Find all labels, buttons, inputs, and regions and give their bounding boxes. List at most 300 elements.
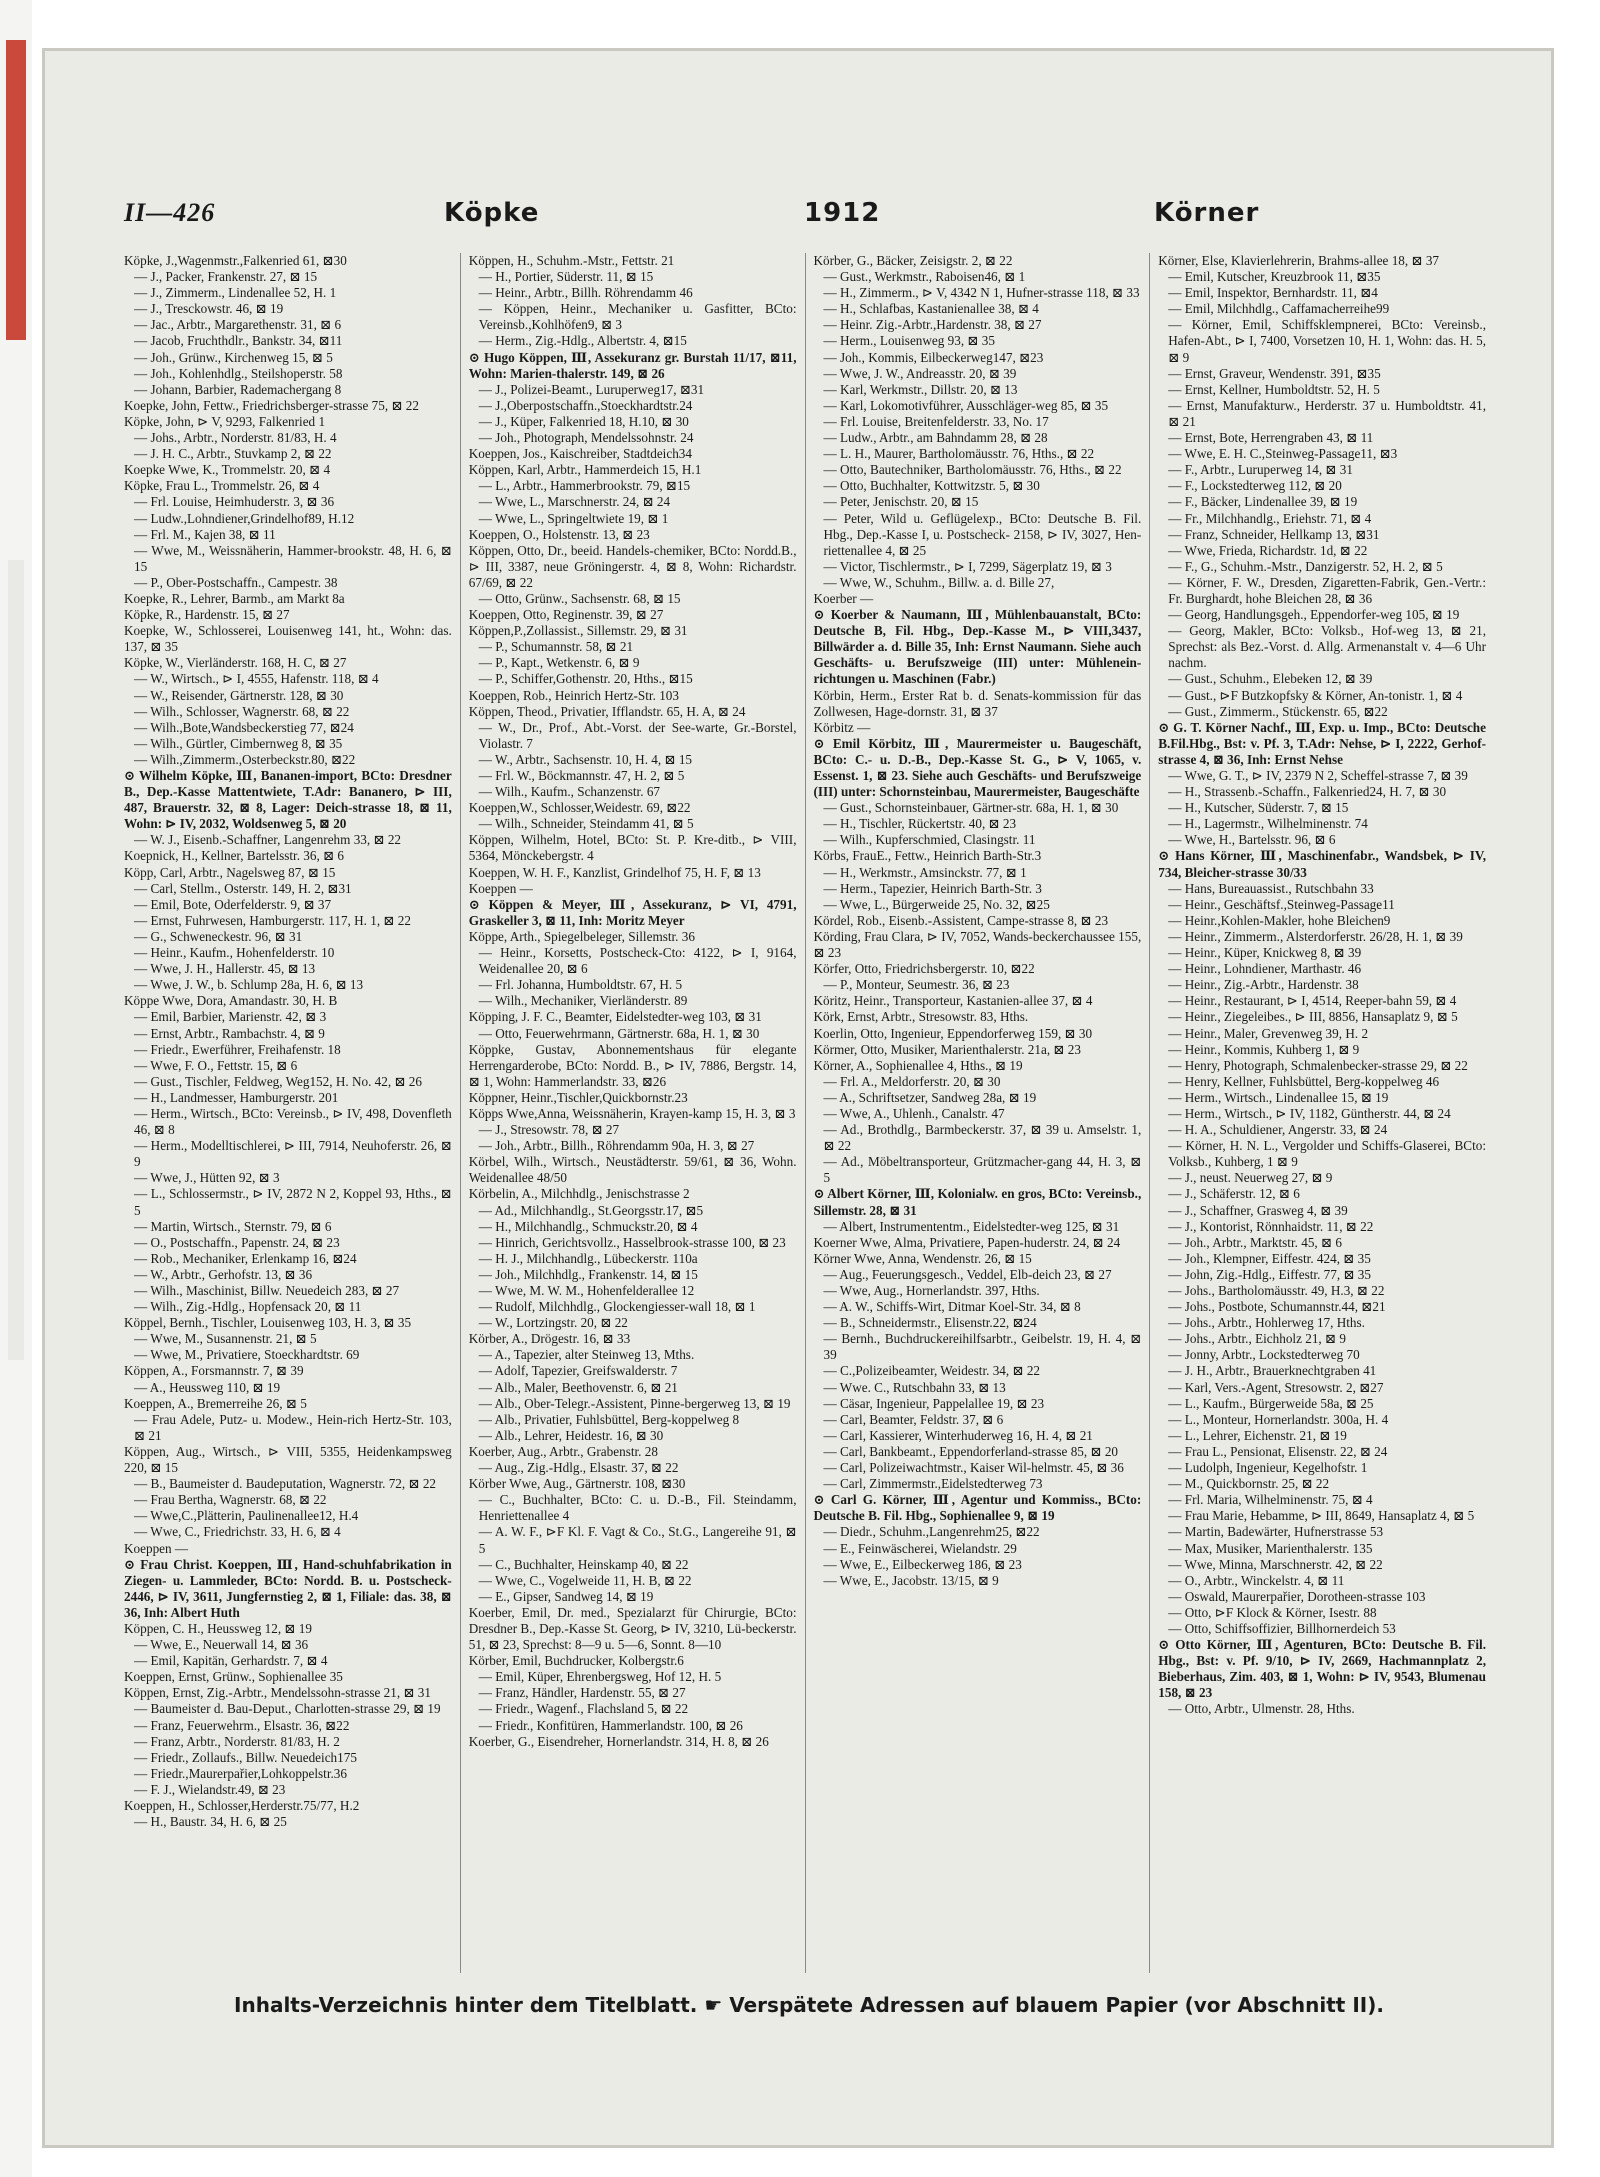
directory-entry: — Ad., Brothdlg., Barmbeckerstr. 37, ⊠ 39 u. Amselstr. 1, ⊠ 22 xyxy=(823,1122,1142,1154)
directory-entry: — Rudolf, Milchhdlg., Glockengiesser-wall 18, ⊠ 1 xyxy=(478,1299,756,1315)
directory-entry: Köpke, J.,Wagenmstr.,Falkenried 61, ⊠30 xyxy=(124,253,347,268)
directory-entry: — Franz, Feuerwehrm., Elsastr. 36, ⊠22 xyxy=(134,1717,350,1733)
column-3 xyxy=(805,253,1150,1973)
directory-entry: — Victor, Tischlermstr., ⊳ I, 7299, Sägerplatz 19, ⊠ 3 xyxy=(823,558,1112,574)
directory-entry: Koepke, R., Lehrer, Barmb., am Markt 8a xyxy=(124,590,345,606)
page-content xyxy=(124,143,1494,2123)
directory-entry: Köppen, A., Forsmannstr. 7, ⊠ 39 xyxy=(124,1363,304,1379)
directory-entry: — Joh., Milchhdlg., Frankenstr. 14, ⊠ 15 xyxy=(478,1266,698,1282)
directory-entry: — O., Arbtr., Winckelstr. 4, ⊠ 11 xyxy=(1168,1572,1345,1588)
directory-entry: — Hinrich, Gerichtsvollz., Hasselbrook-strasse 100, ⊠ 23 xyxy=(478,1234,786,1250)
directory-entry: — Heinr., Restaurant, ⊳ I, 4514, Reeper-bahn 59, ⊠ 4 xyxy=(1168,993,1457,1009)
directory-entry: — H., Milchhandlg., Schmuckstr.20, ⊠ 4 xyxy=(478,1218,698,1234)
directory-entry: — Wwe, L., Springeltwiete 19, ⊠ 1 xyxy=(478,510,669,526)
directory-entry: — A., Schriftsetzer, Sandweg 28a, ⊠ 19 xyxy=(823,1089,1037,1105)
directory-entry: — Otto, Buchhalter, Kottwitzstr. 5, ⊠ 30 xyxy=(823,478,1040,494)
page-number: II—426 xyxy=(124,198,216,227)
directory-entry: — Emil, Kutscher, Kreuzbrook 11, ⊠35 xyxy=(1168,269,1381,285)
directory-entry: Koerber, G., Eisendreher, Hornerlandstr. 314, H. 8, ⊠ 26 xyxy=(468,1733,769,1749)
directory-entry: Körbelin, A., Milchhdlg., Jenischstrasse 2 xyxy=(468,1186,690,1202)
directory-entry: — P., Monteur, Seumestr. 36, ⊠ 23 xyxy=(823,977,1010,993)
directory-entry: — Wilh., Gürtler, Cimbernweg 8, ⊠ 35 xyxy=(134,735,343,751)
directory-entry: — Wwe, Minna, Marschnerstr. 42, ⊠ 22 xyxy=(1168,1556,1383,1572)
directory-entry: — Ernst, Graveur, Wendenstr. 391, ⊠35 xyxy=(1168,365,1381,381)
directory-entry: Körfer, Otto, Friedrichsbergerstr. 10, ⊠22 xyxy=(813,961,1035,977)
directory-entry: Köpke, John, ⊳ V, 9293, Falkenried 1 xyxy=(124,413,326,429)
directory-entry: — Emil, Küper, Ehrenbergsweg, Hof 12, H. 5 xyxy=(478,1669,722,1685)
directory-entry: — Gust., Werkmstr., Raboisen46, ⊠ 1 xyxy=(823,269,1026,285)
directory-entry: — F., Bäcker, Lindenallee 39, ⊠ 19 xyxy=(1168,494,1358,510)
directory-entry: — Heinr., Kommis, Kuhberg 1, ⊠ 9 xyxy=(1168,1041,1360,1057)
directory-entry: ⊙ G. T. Körner Nachf., Ⅲ, Exp. u. Imp., BCto: Deutsche B.Fil.Hbg., Bst: v. Pf. 3, T.Adr: Nehse, ⊳ I, 2222, Gerhof-strasse 4, ⊠ 36, Inh: Ernst Nehse xyxy=(1158,719,1486,767)
directory-entry: — Frau Marie, Hebamme, ⊳ III, 8649, Hansaplatz 4, ⊠ 5 xyxy=(1168,1508,1475,1524)
directory-entry: Köpping, J. F. C., Beamter, Eidelstedter-weg 103, ⊠ 31 xyxy=(468,1009,762,1025)
directory-entry: Kördel, Rob., Eisenb.-Assistent, Campe-strasse 8, ⊠ 23 xyxy=(813,912,1109,928)
directory-entry: Köppe, Arth., Spiegelbeleger, Sillemstr. 36 xyxy=(468,928,695,944)
directory-entry: — Wwe, C., Friedrichstr. 33, H. 6, ⊠ 4 xyxy=(134,1524,341,1540)
directory-entry: Körber, G., Bäcker, Zeisigstr. 2, ⊠ 22 xyxy=(813,253,1013,268)
directory-entry: — P., Schumannstr. 58, ⊠ 21 xyxy=(478,639,634,655)
directory-entry: — Heinr., Korsetts, Postscheck-Cto: 4122, ⊳ I, 9164, Weidenallee 20, ⊠ 6 xyxy=(478,945,797,977)
directory-entry: — Carl, Bankbeamt., Eppendorferland-strasse 85, ⊠ 20 xyxy=(823,1443,1119,1459)
directory-entry: — Ludw., Arbtr., am Bahndamm 28, ⊠ 28 xyxy=(823,430,1048,446)
directory-entry: Köppen, Ernst, Zig.-Arbtr., Mendelssohn-strasse 21, ⊠ 31 xyxy=(124,1685,431,1701)
directory-entry: — Johs., Arbtr., Hohlerweg 17, Hths. xyxy=(1168,1315,1365,1331)
binding-text-area xyxy=(8,560,24,1360)
directory-entry: — Otto, Bautechniker, Bartholomäusstr. 76, Hths., ⊠ 22 xyxy=(823,462,1122,478)
directory-entry: — L. H., Maurer, Bartholomäusstr. 76, Hths., ⊠ 22 xyxy=(823,446,1095,462)
directory-entry: ⊙ Hans Körner, Ⅲ, Maschinenfabr., Wandsbek, ⊳ IV, 734, Bleicher-strasse 30/33 xyxy=(1158,848,1486,880)
directory-entry: — Wilh., Mechaniker, Vierländerstr. 89 xyxy=(478,993,688,1009)
directory-entry: — Johs., Arbtr., Eichholz 21, ⊠ 9 xyxy=(1168,1331,1346,1347)
directory-entry: Köppen, C. H., Heussweg 12, ⊠ 19 xyxy=(124,1620,312,1636)
directory-entry: — Wwe, J., Hütten 92, ⊠ 3 xyxy=(134,1170,280,1186)
directory-entry: Koerber, Emil, Dr. med., Spezialarzt für Chirurgie, BCto: Dresdner B., Dep.-Kasse St. Georg, ⊳ IV, 3210, Lü-beckerstr. 51, ⊠ 23, Sprechst: 8—9 u. 5—6, Sonnt. 8—10 xyxy=(468,1604,797,1653)
directory-entry: — J., Schäferstr. 12, ⊠ 6 xyxy=(1168,1186,1300,1202)
directory-entry: — Franz, Schneider, Hellkamp 13, ⊠31 xyxy=(1168,526,1380,542)
directory-entry: — Wilh.,Bote,Wandsbeckerstieg 77, ⊠24 xyxy=(134,719,354,735)
directory-entry: — Emil, Milchhdlg., Caffamacherreihe99 xyxy=(1168,301,1390,317)
directory-entry: Körbs, FrauE., Fettw., Heinrich Barth-Str.3 xyxy=(813,848,1042,864)
directory-entry: — Diedr., Schuhm.,Langenrehm25, ⊠22 xyxy=(823,1524,1040,1540)
directory-entry: — Carl, Beamter, Feldstr. 37, ⊠ 6 xyxy=(823,1411,1004,1427)
directory-entry: — Wwe, E., Neuerwall 14, ⊠ 36 xyxy=(134,1637,309,1653)
directory-entry: Koepke, W., Schlosserei, Louisenweg 141, ht., Wohn: das. 137, ⊠ 35 xyxy=(124,623,452,655)
directory-entry: Körbel, Wilh., Wirtsch., Neustädterstr. 59/61, ⊠ 36, Wohn. Weidenallee 48/50 xyxy=(468,1154,797,1186)
directory-entry: — Wilh., Maschinist, Billw. Neuedeich 283, ⊠ 27 xyxy=(134,1283,400,1298)
directory-entry: — Ernst, Kellner, Humboldtstr. 52, H. 5 xyxy=(1168,381,1380,397)
directory-entry: — Otto, Grünw., Sachsenstr. 68, ⊠ 15 xyxy=(478,590,681,606)
directory-entry: — Wwe, L., Marschnerstr. 24, ⊠ 24 xyxy=(478,494,671,510)
column-4 xyxy=(1149,253,1494,1973)
directory-entry: Koepnick, H., Kellner, Bartelsstr. 36, ⊠ 6 xyxy=(124,848,345,864)
directory-entry: — Joh., Arbtr., Marktstr. 45, ⊠ 6 xyxy=(1168,1234,1342,1250)
directory-entry: — J.,Oberpostschaffn.,Stoeckhardtstr.24 xyxy=(478,397,693,413)
directory-entry: — Wwe, E. H. C.,Steinweg-Passage11, ⊠3 xyxy=(1168,446,1398,462)
directory-entry: ⊙ Frau Christ. Koeppen, Ⅲ, Hand-schuhfabrikation in Ziegen- u. Lammleder, BCto: Nordd. B. u. Postscheck- 2446, ⊳ IV, 3611, Jungfernstieg 2, ⊠ 1, Filiale: das. 38, ⊠ 36, Inh: Albert Huth xyxy=(124,1556,452,1620)
directory-entry: — B., Schneidermstr., Elisenstr.22, ⊠24 xyxy=(823,1315,1037,1331)
directory-entry: Körding, Frau Clara, ⊳ IV, 7052, Wands-beckerchaussee 155, ⊠ 23 xyxy=(813,928,1142,961)
directory-entry: Koerber, Aug., Arbtr., Grabenstr. 28 xyxy=(468,1443,658,1459)
directory-entry: — Heinr., Geschäftsf.,Steinweg-Passage11 xyxy=(1168,896,1395,912)
header-left-word: Köpke xyxy=(444,198,540,228)
header-right-word: Körner xyxy=(1154,198,1260,228)
directory-entry: — Rob., Mechaniker, Erlenkamp 16, ⊠24 xyxy=(134,1250,357,1266)
directory-entry: Köppe Wwe, Dora, Amandastr. 30, H. B xyxy=(124,993,338,1009)
directory-entry: ⊙ Wilhelm Köpke, Ⅲ, Bananen-import, BCto: Dresdner B., Dep.-Kasse Mattentwiete, T.Adr: Bananero, ⊳ III, 487, Brauerstr. 32, ⊠ 8, Lager: Deich-strasse 18, ⊠ 11, Wohn: ⊳ IV, 2032, Woldsenweg 5, ⊠ 20 xyxy=(124,768,452,832)
directory-entry: — Heinr., Zimmerm., Alsterdorferstr. 26/28, H. 1, ⊠ 39 xyxy=(1168,928,1463,944)
directory-entry: — J., Schaffner, Grasweg 4, ⊠ 39 xyxy=(1168,1202,1348,1218)
directory-entry: Koeppen, Otto, Reginenstr. 39, ⊠ 27 xyxy=(468,607,664,623)
directory-entry: — Wwe, G. T., ⊳ IV, 2379 N 2, Scheffel-strasse 7, ⊠ 39 xyxy=(1168,768,1468,783)
directory-entry: — P., Schiffer,Gothenstr. 20, Hths., ⊠15 xyxy=(478,671,693,687)
directory-entry: — Heinr., Lohndiener, Marthastr. 46 xyxy=(1168,961,1362,977)
directory-entry: ⊙ Köppen & Meyer, Ⅲ, Assekuranz, ⊳ VI, 4791, Graskeller 3, ⊠ 11, Inh: Moritz Meyer xyxy=(468,896,797,928)
directory-page xyxy=(42,48,1554,2148)
directory-entry: — Wwe, J. H., Hallerstr. 45, ⊠ 13 xyxy=(134,961,316,977)
directory-entry: Koeppen, O., Holstenstr. 13, ⊠ 23 xyxy=(468,526,650,542)
directory-entry: — Herm., Modelltischlerei, ⊳ III, 7914, Neuhoferstr. 26, ⊠ 9 xyxy=(134,1138,452,1170)
directory-entry: — B., Baumeister d. Baudeputation, Wagnerstr. 72, ⊠ 22 xyxy=(134,1476,437,1492)
page-footer: Inhalts-Verzeichnis hinter dem Titelblatt. ☛ Verspätete Adressen auf blauem Papier (vor Abschnitt II). xyxy=(234,1993,1384,2017)
directory-entry: — Frl. W., Böckmannstr. 47, H. 2, ⊠ 5 xyxy=(478,768,685,783)
directory-entry: — Georg, Makler, BCto: Volksb., Hof-weg 13, ⊠ 21, Sprechst: als Bez.-Vorst. d. Allg. Armenanstalt v. 4—6 Uhr nachm. xyxy=(1168,623,1486,671)
page-header xyxy=(124,198,1494,238)
directory-entry: — Hans, Bureauassist., Rutschbahn 33 xyxy=(1168,880,1374,896)
directory-entry: — J., Packer, Frankenstr. 27, ⊠ 15 xyxy=(134,269,318,285)
directory-entry: — Friedr., Ewerführer, Freihafenstr. 18 xyxy=(134,1041,341,1057)
directory-entry: — Wwe, J. W., b. Schlump 28a, H. 6, ⊠ 13 xyxy=(134,977,364,993)
directory-entry: — Heinr., Maler, Grevenweg 39, H. 2 xyxy=(1168,1025,1369,1041)
directory-entry: — Otto, Schiffsoffizier, Billhornerdeich 53 xyxy=(1168,1620,1396,1636)
directory-entry: — Wilh., Schlosser, Wagnerstr. 68, ⊠ 22 xyxy=(134,703,350,719)
directory-entry: Köritz, Heinr., Transporteur, Kastanien-allee 37, ⊠ 4 xyxy=(813,993,1093,1009)
directory-entry: — Joh., Klempner, Eiffestr. 424, ⊠ 35 xyxy=(1168,1250,1371,1266)
header-year: 1912 xyxy=(804,198,881,228)
directory-entry: — G., Schweneckestr. 96, ⊠ 31 xyxy=(134,928,303,944)
directory-entry: Köppen, Theod., Privatier, Ifflandstr. 65, H. A, ⊠ 24 xyxy=(468,703,746,719)
directory-entry: — Frl. Louise, Heimhuderstr. 3, ⊠ 36 xyxy=(134,494,335,510)
directory-entry: — Georg, Handlungsgeh., Eppendorfer-weg 105, ⊠ 19 xyxy=(1168,607,1460,623)
directory-entry: — Wwe, E., Jacobstr. 13/15, ⊠ 9 xyxy=(823,1572,999,1588)
directory-entry: — Herm., Wirtsch., BCto: Vereinsb., ⊳ IV, 498, Dovenfleth 46, ⊠ 8 xyxy=(134,1105,452,1138)
directory-entry: — Heinr., Arbtr., Billh. Röhrendamm 46 xyxy=(478,285,693,301)
directory-entry: — L., Arbtr., Hammerbrookstr. 79, ⊠15 xyxy=(478,478,691,494)
directory-entry: — Johs., Postbote, Schumannstr.44, ⊠21 xyxy=(1168,1299,1386,1315)
directory-entry: — Wilh., Zig.-Hdlg., Hopfensack 20, ⊠ 11 xyxy=(134,1299,362,1315)
directory-entry: — Wilh., Schneider, Steindamm 41, ⊠ 5 xyxy=(478,816,694,832)
directory-entry: — Carl, Zimmermstr.,Eidelstedterweg 73 xyxy=(823,1476,1043,1492)
directory-entry: — W., Lortzingstr. 20, ⊠ 22 xyxy=(478,1315,628,1331)
directory-entry: Koeppen, Ernst, Grünw., Sophienallee 35 xyxy=(124,1669,343,1685)
directory-entry: Körk, Ernst, Arbtr., Stresowstr. 83, Hths. xyxy=(813,1009,1029,1025)
directory-entry: — H., Baustr. 34, H. 6, ⊠ 25 xyxy=(134,1814,287,1830)
directory-entry: — Heinr. Zig.-Arbtr.,Hardenstr. 38, ⊠ 27 xyxy=(823,317,1042,333)
directory-entry: — H., Lagermstr., Wilhelminenstr. 74 xyxy=(1168,816,1368,832)
directory-entry: — Friedr.,Maurerpařier,Lohkoppelstr.36 xyxy=(134,1765,347,1781)
directory-entry: — Friedr., Zollaufs., Billw. Neuedeich175 xyxy=(134,1749,357,1765)
directory-entry: — W., Wirtsch., ⊳ I, 4555, Hafenstr. 118, ⊠ 4 xyxy=(134,671,379,687)
directory-entry: — Wwe. C., Rutschbahn 33, ⊠ 13 xyxy=(823,1379,1006,1395)
directory-entry: — J. H., Arbtr., Brauerknechtgraben 41 xyxy=(1168,1363,1377,1379)
directory-entry: — Franz, Arbtr., Norderstr. 81/83, H. 2 xyxy=(134,1733,340,1749)
directory-entry: — Friedr., Konfitüren, Hammerlandstr. 100, ⊠ 26 xyxy=(478,1717,743,1733)
directory-entry: — Wwe, A., Uhlenh., Canalstr. 47 xyxy=(823,1105,1005,1121)
directory-entry: — Carl, Stellm., Osterstr. 149, H. 2, ⊠31 xyxy=(134,880,352,896)
directory-entry: — Frau Bertha, Wagnerstr. 68, ⊠ 22 xyxy=(134,1492,327,1508)
directory-entry: — Wwe, Frieda, Richardstr. 1d, ⊠ 22 xyxy=(1168,542,1368,558)
directory-entry: — Wwe,C.,Plätterin, Paulinenallee12, H.4 xyxy=(134,1508,359,1524)
directory-entry: — Oswald, Maurerpařier, Dorotheen-strasse 103 xyxy=(1168,1588,1426,1604)
directory-entry: — Jac., Arbtr., Margarethenstr. 31, ⊠ 6 xyxy=(134,317,342,333)
directory-entry: — Alb., Ober-Telegr.-Assistent, Pinne-bergerweg 13, ⊠ 19 xyxy=(478,1395,791,1411)
directory-entry: — L., Monteur, Hornerlandstr. 300a, H. 4 xyxy=(1168,1411,1389,1427)
column-2 xyxy=(460,253,805,1973)
directory-entry: — Wwe, M., Weissnäherin, Hammer-brookstr. 48, H. 6, ⊠ 15 xyxy=(134,542,452,574)
directory-entry: Koepke, John, Fettw., Friedrichsberger-strasse 75, ⊠ 22 xyxy=(124,397,419,413)
directory-entry: — Ad., Milchhandlg., St.Georgsstr.17, ⊠5 xyxy=(478,1202,704,1218)
directory-entry: Köpke, R., Hardenstr. 15, ⊠ 27 xyxy=(124,607,290,623)
directory-entry: — Henry, Photograph, Schmalenbecker-strasse 29, ⊠ 22 xyxy=(1168,1057,1468,1073)
directory-entry: — Köppen, Heinr., Mechaniker u. Gasfitter, BCto: Vereinsb.,Kohlhöfen9, ⊠ 3 xyxy=(478,301,797,333)
directory-entry: — Ludolph, Ingenieur, Kegelhofstr. 1 xyxy=(1168,1460,1368,1476)
directory-entry: — Wilh., Kupferschmied, Clasingstr. 11 xyxy=(823,832,1036,848)
directory-entry: — Herm., Tapezier, Heinrich Barth-Str. 3 xyxy=(823,880,1042,896)
directory-entry: — Albert, Instrumententm., Eidelstedter-weg 125, ⊠ 31 xyxy=(823,1218,1120,1234)
directory-entry: — Joh., Kommis, Eilbeckerweg147, ⊠23 xyxy=(823,349,1044,365)
directory-entry: Körner, A., Sophienallee 4, Hths., ⊠ 19 xyxy=(813,1057,1023,1073)
directory-entry: — Heinr., Zig.-Arbtr., Hardenstr. 38 xyxy=(1168,977,1359,993)
directory-entry: — H., Tischler, Rückertstr. 40, ⊠ 23 xyxy=(823,816,1017,832)
directory-entry: — H. A., Schuldiener, Angerstr. 33, ⊠ 24 xyxy=(1168,1122,1388,1138)
directory-entry: — Joh., Kohlenhdlg., Steilshoperstr. 58 xyxy=(134,365,343,381)
directory-entry: Köppen, Aug., Wirtsch., ⊳ VIII, 5355, Heidenkampsweg 220, ⊠ 15 xyxy=(124,1443,452,1476)
directory-entry: Köpps Wwe,Anna, Weissnäherin, Krayen-kamp 15, H. 3, ⊠ 3 xyxy=(468,1105,796,1121)
directory-entry: — Körner, Emil, Schiffsklempnerei, BCto: Vereinsb., Hafen-Abt., ⊳ I, 7400, Vorsetzen 10, H. 1, Wohn: das. H. 5, ⊠ 9 xyxy=(1168,317,1486,365)
directory-entry: — Wwe, M., Susannenstr. 21, ⊠ 5 xyxy=(134,1331,317,1347)
directory-entry: — Peter, Jenischstr. 20, ⊠ 15 xyxy=(823,494,979,510)
directory-entry: Körmer, Otto, Musiker, Marienthalerstr. 21a, ⊠ 23 xyxy=(813,1041,1081,1057)
directory-entry: — H., Werkmstr., Amsinckstr. 77, ⊠ 1 xyxy=(823,864,1027,880)
directory-entry: — J., Zimmerm., Lindenallee 52, H. 1 xyxy=(134,285,337,301)
directory-entry: — L., Schlossermstr., ⊳ IV, 2872 N 2, Koppel 93, Hths., ⊠ 5 xyxy=(134,1186,452,1218)
directory-entry: — P., Kapt., Wetkenstr. 6, ⊠ 9 xyxy=(478,655,640,671)
directory-entry: Köpp, Carl, Arbtr., Nagelsweg 87, ⊠ 15 xyxy=(124,864,336,880)
directory-entry: — Körner, F. W., Dresden, Zigaretten-Fabrik, Gen.-Vertr.: Fr. Burghardt, hohe Bleichen 28, ⊠ 36 xyxy=(1168,574,1486,606)
directory-entry: — Ludw.,Lohndiener,Grindelhof89, H.12 xyxy=(134,510,355,526)
directory-entry: Koeppen, Jos., Kaischreiber, Stadtdeich34 xyxy=(468,446,692,462)
directory-entry: — Gust., Schornsteinbauer, Gärtner-str. 68a, H. 1, ⊠ 30 xyxy=(823,800,1119,816)
directory-entry: Köppen,P.,Zollassist., Sillemstr. 29, ⊠ 31 xyxy=(468,623,688,639)
directory-entry: Köppen, H., Schuhm.-Mstr., Fettstr. 21 xyxy=(468,253,675,268)
directory-entry: — C.,Polizeibeamter, Weidestr. 34, ⊠ 22 xyxy=(823,1363,1041,1379)
directory-entry: Koeppen, A., Bremerreihe 26, ⊠ 5 xyxy=(124,1395,307,1411)
directory-entry: ⊙ Carl G. Körner, Ⅲ, Agentur und Kommiss., BCto: Deutsche B. Fil. Hbg., Sophienallee 9, ⊠ 19 xyxy=(813,1492,1142,1524)
directory-entry: — Aug., Zig.-Hdlg., Elsastr. 37, ⊠ 22 xyxy=(478,1460,679,1476)
directory-entry: Koeppen,W., Schlosser,Weidestr. 69, ⊠22 xyxy=(468,800,691,816)
directory-entry: Koeppen, W. H. F., Kanzlist, Grindelhof 75, H. F, ⊠ 13 xyxy=(468,864,761,880)
directory-entry: — Heinr., Ziegeleibes., ⊳ III, 8856, Hansaplatz 9, ⊠ 5 xyxy=(1168,1009,1458,1025)
directory-entry: Körber, Emil, Buchdrucker, Kolbergstr.6 xyxy=(468,1653,684,1669)
directory-entry: — P., Ober-Postschaffn., Campestr. 38 xyxy=(134,574,338,590)
directory-entry: — Heinr., Küper, Knickweg 8, ⊠ 39 xyxy=(1168,945,1362,961)
directory-entry: — Wwe, L., Bürgerweide 25, No. 32, ⊠25 xyxy=(823,896,1050,912)
directory-entry: — J., Küper, Falkenried 18, H.10, ⊠ 30 xyxy=(478,413,689,429)
directory-entry: Körber, A., Drögestr. 16, ⊠ 33 xyxy=(468,1331,631,1347)
directory-entry: — Herm., Zig.-Hdlg., Albertstr. 4, ⊠15 xyxy=(478,333,687,349)
directory-entry: — Emil, Barbier, Marienstr. 42, ⊠ 3 xyxy=(134,1009,327,1025)
directory-entry: — H. J., Milchhandlg., Lübeckerstr. 110a xyxy=(478,1250,698,1266)
directory-entry: — Alb., Maler, Beethovenstr. 6, ⊠ 21 xyxy=(478,1379,678,1395)
directory-entry: — Ernst, Bote, Herrengraben 43, ⊠ 11 xyxy=(1168,430,1374,446)
directory-entry: — Emil, Inspektor, Bernhardstr. 11, ⊠4 xyxy=(1168,285,1378,301)
directory-entry: — Martin, Wirtsch., Sternstr. 79, ⊠ 6 xyxy=(134,1218,332,1234)
directory-entry: — E., Feinwäscherei, Wielandstr. 29 xyxy=(823,1540,1017,1556)
directory-entry: — A., Tapezier, alter Steinweg 13, Mths. xyxy=(478,1347,695,1363)
directory-entry: Körbin, Herm., Erster Rat b. d. Senats-kommission für das Zollwesen, Hage-dornstr. 31, ⊠ 37 xyxy=(813,687,1142,719)
directory-entry: — Ernst, Manufakturw., Herderstr. 37 u. Humboldtstr. 41, ⊠ 21 xyxy=(1168,397,1486,429)
directory-entry: Köpke, Frau L., Trommelstr. 26, ⊠ 4 xyxy=(124,478,320,494)
directory-entry: — E., Gipser, Sandweg 14, ⊠ 19 xyxy=(478,1588,654,1604)
directory-entry: — Alb., Lehrer, Heidestr. 16, ⊠ 30 xyxy=(478,1427,664,1443)
directory-entry: — Wilh., Kaufm., Schanzenstr. 67 xyxy=(478,784,661,800)
directory-entry: — H., Schlafbas, Kastanienallee 38, ⊠ 4 xyxy=(823,301,1039,317)
directory-entry: — Johs., Bartholomäusstr. 49, H.3, ⊠ 22 xyxy=(1168,1283,1385,1298)
directory-entry: — J., Polizei-Beamt., Luruperweg17, ⊠31 xyxy=(478,381,705,397)
directory-entry: — L., Kaufm., Bürgerweide 58a, ⊠ 25 xyxy=(1168,1395,1374,1411)
directory-entry: — Emil, Bote, Oderfelderstr. 9, ⊠ 37 xyxy=(134,896,332,912)
directory-entry: — W., Dr., Prof., Abt.-Vorst. der See-warte, Gr.-Borstel, Violastr. 7 xyxy=(478,719,797,751)
directory-entry: — Frl. A., Meldorferstr. 20, ⊠ 30 xyxy=(823,1073,1001,1089)
directory-entry: — Karl, Lokomotivführer, Ausschläger-weg 85, ⊠ 35 xyxy=(823,397,1109,413)
directory-entry: — Wwe, E., Eilbeckerweg 186, ⊠ 23 xyxy=(823,1556,1022,1572)
directory-entry: Koeppen, Rob., Heinrich Hertz-Str. 103 xyxy=(468,687,679,703)
directory-entry: — H., Zimmerm., ⊳ V, 4342 N 1, Hufner-strasse 118, ⊠ 33 xyxy=(823,285,1140,301)
directory-entry: — Joh., Photograph, Mendelssohnstr. 24 xyxy=(478,430,694,446)
directory-entry: — A. W., Schiffs-Wirt, Ditmar Koel-Str. 34, ⊠ 8 xyxy=(823,1299,1081,1315)
directory-entry: — Gust., Tischler, Feldweg, Weg152, H. No. 42, ⊠ 26 xyxy=(134,1073,422,1089)
directory-entry: Körber Wwe, Aug., Gärtnerstr. 108, ⊠30 xyxy=(468,1476,686,1492)
directory-entry: — O., Postschaffn., Papenstr. 24, ⊠ 23 xyxy=(134,1234,340,1250)
directory-entry: — Wwe, H., Bartelsstr. 96, ⊠ 6 xyxy=(1168,832,1336,848)
directory-entry: ⊙ Otto Körner, Ⅲ, Agenturen, BCto: Deutsche B. Fil. Hbg., Bst: v. Pf. 9/10, ⊳ IV, 2669, Hachmannplatz 2, Bieberhaus, Zim. 403, ⊠ 1, Wohn: ⊳ IV, 9543, Blumenau 158, ⊠ 23 xyxy=(1158,1637,1486,1701)
directory-entry: — Frl. Johanna, Humboldtstr. 67, H. 5 xyxy=(478,977,683,993)
directory-entry: — Friedr., Wagenf., Flachsland 5, ⊠ 22 xyxy=(478,1701,689,1717)
directory-entry: — Joh., Arbtr., Billh., Röhrendamm 90a, H. 3, ⊠ 27 xyxy=(478,1138,755,1154)
directory-entry: Koerber — xyxy=(813,590,874,606)
directory-entry: Koeppen, H., Schlosser,Herderstr.75/77, H.2 xyxy=(124,1798,360,1813)
directory-entry: — Frl. M., Kajen 38, ⊠ 11 xyxy=(134,526,276,542)
directory-entry: Körner, Else, Klavierlehrerin, Brahms-allee 18, ⊠ 37 xyxy=(1158,253,1440,268)
directory-entry: — Wilh.,Zimmerm.,Osterbeckstr.80, ⊠22 xyxy=(134,751,356,767)
directory-entry: — Emil, Kapitän, Gerhardstr. 7, ⊠ 4 xyxy=(134,1653,328,1669)
directory-entry: — J., Kontorist, Rönnhaidstr. 11, ⊠ 22 xyxy=(1168,1218,1374,1234)
directory-entry: Köppen, Karl, Arbtr., Hammerdeich 15, H.1 xyxy=(468,462,702,478)
directory-entry: ⊙ Koerber & Naumann, Ⅲ, Mühlenbauanstalt, BCto: Deutsche B, Fil. Hbg., Dep.-Kasse M., ⊳ VIII,3437, Billwärder a. d. Bille 35, Inh: Ernst Naumann. Siehe auch Geschäfts- u. Berufszweige (III) unter: Mühlenein-richtungen u. Maschinen (Fabr.) xyxy=(813,607,1142,687)
directory-entry: — A., Heussweg 110, ⊠ 19 xyxy=(134,1379,281,1395)
directory-entry: — C., Buchhalter, BCto: C. u. D.-B., Fil. Steindamm, Henriettenallee 4 xyxy=(478,1492,797,1524)
directory-entry: Koeppen — xyxy=(124,1540,189,1556)
directory-entry: — Alb., Privatier, Fuhlsbüttel, Berg-koppelweg 8 xyxy=(478,1411,740,1427)
directory-entry: — J., Stresowstr. 78, ⊠ 27 xyxy=(478,1122,620,1138)
directory-entry: — W., Reisender, Gärtnerstr. 128, ⊠ 30 xyxy=(134,687,344,703)
directory-entry: — F., Arbtr., Luruperweg 14, ⊠ 31 xyxy=(1168,462,1353,478)
directory-entry: — Gust., Schuhm., Elebeken 12, ⊠ 39 xyxy=(1168,671,1373,687)
directory-entry: — Frl. Maria, Wilhelminenstr. 75, ⊠ 4 xyxy=(1168,1492,1373,1508)
directory-entry: ⊙ Emil Körbitz, Ⅲ, Maurermeister u. Baugeschäft, BCto: C.- u. D.-B., Dep.-Kasse St. G., ⊳ V, 1065, v. Essenst. 1, ⊠ 23. Siehe auch Geschäfts- und Berufszweige (III) unter: Schornsteinbau, Maurermeister, Baugeschäfte xyxy=(813,735,1142,800)
directory-entry: — Otto, Feuerwehrmann, Gärtnerstr. 68a, H. 1, ⊠ 30 xyxy=(478,1025,760,1041)
directory-entry: — J., Tresckowstr. 46, ⊠ 19 xyxy=(134,301,284,317)
directory-entry: — Martin, Badewärter, Hufnerstrasse 53 xyxy=(1168,1524,1384,1540)
entry-columns xyxy=(124,253,1494,1973)
directory-entry: — Frl. Louise, Breitenfelderstr. 33, No. 17 xyxy=(823,413,1049,429)
directory-entry: — F., Lockstedterweg 112, ⊠ 20 xyxy=(1168,478,1342,494)
directory-entry: — Carl, Polizeiwachtmstr., Kaiser Wil-helmstr. 45, ⊠ 36 xyxy=(823,1460,1124,1476)
directory-entry: — Baumeister d. Bau-Deput., Charlotten-strasse 29, ⊠ 19 xyxy=(134,1701,441,1717)
directory-entry: Köpke, W., Vierländerstr. 168, H. C, ⊠ 27 xyxy=(124,655,347,671)
directory-entry: — H., Portier, Süderstr. 11, ⊠ 15 xyxy=(478,269,654,285)
directory-entry: — John, Zig.-Hdlg., Eiffestr. 77, ⊠ 35 xyxy=(1168,1266,1371,1282)
directory-entry: — Herm., Louisenweg 93, ⊠ 35 xyxy=(823,333,995,349)
directory-entry: — Wwe, C., Vogelweide 11, H. B, ⊠ 22 xyxy=(478,1572,692,1588)
directory-entry: Köppen, Otto, Dr., beeid. Handels-chemiker, BCto: Nordd.B., ⊳ III, 3387, neue Gröningerstr. 4, ⊠ 8, Wohn: Richardstr. 67/69, ⊠ 22 xyxy=(468,542,797,590)
left-book-edge xyxy=(0,0,32,2177)
directory-entry: — W., Arbtr., Sachsenstr. 10, H. 4, ⊠ 15 xyxy=(478,751,693,767)
directory-entry: — W. J., Eisenb.-Schaffner, Langenrehm 33, ⊠ 22 xyxy=(134,832,402,848)
directory-entry: Koeppen — xyxy=(468,880,533,896)
directory-entry: — Körner, H. N. L., Vergolder und Schiffs-Glaserei, BCto: Volksb., Kuhberg, 1 ⊠ 9 xyxy=(1168,1138,1486,1170)
directory-entry: Körbitz — xyxy=(813,719,871,735)
directory-entry: — Wwe, W., Schuhm., Billw. a. d. Bille 27, xyxy=(823,574,1055,590)
directory-entry: — L., Lehrer, Eichenstr. 21, ⊠ 19 xyxy=(1168,1427,1347,1443)
directory-entry: — Cäsar, Ingenieur, Pappelallee 19, ⊠ 23 xyxy=(823,1395,1045,1411)
directory-entry: — Wwe, M., Privatiere, Stoeckhardtstr. 69 xyxy=(134,1347,360,1363)
directory-entry: — Bernh., Buchdruckereihilfsarbtr., Geibelstr. 19, H. 4, ⊠ 39 xyxy=(823,1331,1142,1363)
directory-entry: Körner Wwe, Anna, Wendenstr. 26, ⊠ 15 xyxy=(813,1250,1032,1266)
directory-entry: — H., Strassenb.-Schaffn., Falkenried24, H. 7, ⊠ 30 xyxy=(1168,784,1447,800)
directory-entry: — J. H. C., Arbtr., Stuvkamp 2, ⊠ 22 xyxy=(134,446,332,462)
directory-entry: — Herm., Wirtsch., Lindenallee 15, ⊠ 19 xyxy=(1168,1089,1389,1105)
directory-entry: ⊙ Albert Körner, Ⅲ, Kolonialw. en gros, BCto: Vereinsb., Sillemstr. 28, ⊠ 31 xyxy=(813,1186,1142,1218)
directory-entry: — H., Kutscher, Süderstr. 7, ⊠ 15 xyxy=(1168,800,1349,816)
directory-entry: — M., Quickbornstr. 25, ⊠ 22 xyxy=(1168,1476,1330,1492)
directory-entry: — Gust., Zimmerm., Stückenstr. 65, ⊠22 xyxy=(1168,703,1388,719)
directory-entry: — Wwe, J. W., Andreasstr. 20, ⊠ 39 xyxy=(823,365,1017,381)
directory-entry: — Aug., Feuerungsgesch., Veddel, Elb-deich 23, ⊠ 27 xyxy=(823,1266,1112,1282)
directory-entry: — Ernst, Arbtr., Rambachstr. 4, ⊠ 9 xyxy=(134,1025,325,1041)
directory-entry: — Henry, Kellner, Fuhlsbüttel, Berg-koppelweg 46 xyxy=(1168,1073,1440,1089)
directory-entry: — Peter, Wild u. Geflügelexp., BCto: Deutsche B. Fil. Hbg., Dep.-Kasse I, u. Postscheck- 2158, ⊳ IV, 3027, Hen-riettenallee 4, ⊠ 25 xyxy=(823,510,1142,558)
directory-entry: — Frau L., Pensionat, Elisenstr. 22, ⊠ 24 xyxy=(1168,1443,1388,1459)
directory-entry: — Jacob, Fruchthdlr., Bankstr. 34, ⊠11 xyxy=(134,333,343,349)
directory-entry: — J., neust. Neuerweg 27, ⊠ 9 xyxy=(1168,1170,1333,1186)
directory-entry: — Wwe, Aug., Hornerlandstr. 397, Hths. xyxy=(823,1283,1040,1298)
directory-entry: — Jonny, Arbtr., Lockstedterweg 70 xyxy=(1168,1347,1360,1363)
directory-entry: — A. W. F., ⊳F Kl. F. Vagt & Co., St.G., Langereihe 91, ⊠ 5 xyxy=(478,1524,797,1556)
directory-entry: — Johann, Barbier, Rademachergang 8 xyxy=(134,381,342,397)
directory-entry: — Karl, Vers.-Agent, Stresowstr. 2, ⊠27 xyxy=(1168,1379,1384,1395)
directory-entry: — Carl, Kassierer, Winterhuderweg 16, H. 4, ⊠ 21 xyxy=(823,1427,1093,1443)
directory-entry: — F., G., Schuhm.-Mstr., Danzigerstr. 52, H. 2, ⊠ 5 xyxy=(1168,558,1443,574)
directory-entry: — C., Buchhalter, Heinskamp 40, ⊠ 22 xyxy=(478,1556,689,1572)
directory-entry: Köppel, Bernh., Tischler, Louisenweg 103, H. 3, ⊠ 35 xyxy=(124,1315,412,1331)
directory-entry: — Otto, ⊳F Klock & Körner, Isestr. 88 xyxy=(1168,1604,1377,1620)
directory-entry: — Herm., Wirtsch., ⊳ IV, 1182, Güntherstr. 44, ⊠ 24 xyxy=(1168,1105,1451,1121)
directory-entry: — Fr., Milchhandlg., Eriehstr. 71, ⊠ 4 xyxy=(1168,510,1372,526)
directory-entry: — Heinr.,Kohlen-Makler, hohe Bleichen9 xyxy=(1168,912,1391,928)
directory-entry: — Joh., Grünw., Kirchenweg 15, ⊠ 5 xyxy=(134,349,333,365)
directory-entry: — W., Arbtr., Gerhofstr. 13, ⊠ 36 xyxy=(134,1266,313,1282)
